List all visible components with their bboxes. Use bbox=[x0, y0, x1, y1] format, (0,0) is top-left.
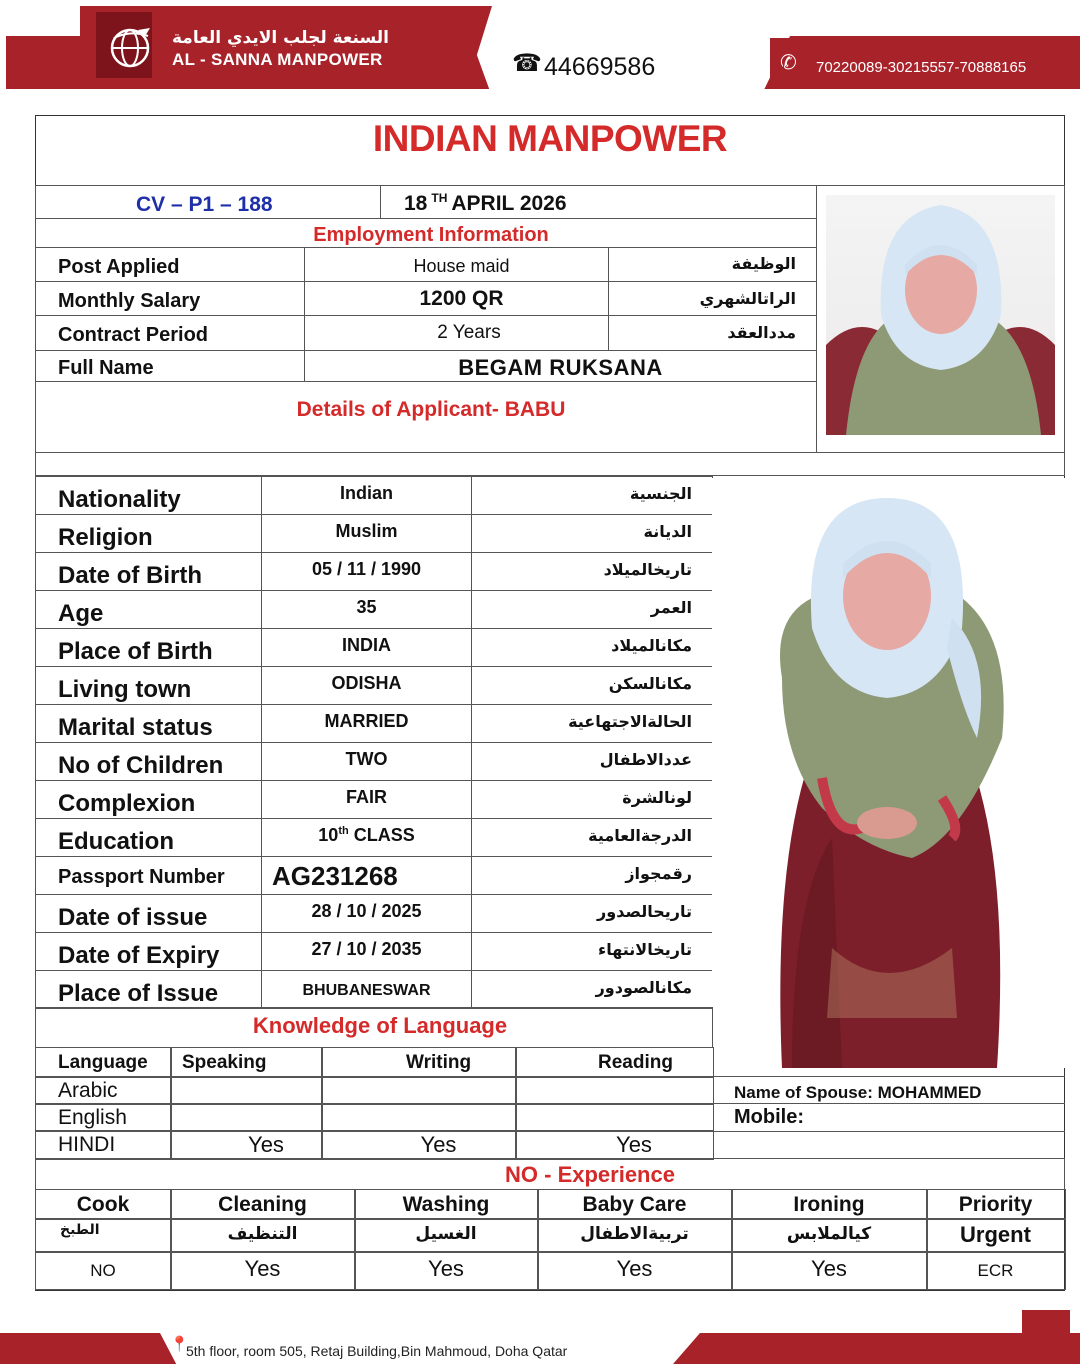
full-name-label: Full Name bbox=[58, 357, 154, 379]
globe-logo-icon bbox=[108, 26, 152, 70]
detail-arabic: تاريخالانتهاء bbox=[598, 940, 692, 959]
detail-arabic: عددالاطفال bbox=[599, 750, 692, 769]
experience-value: Yes bbox=[428, 1256, 464, 1281]
detail-label: Nationality bbox=[58, 486, 181, 513]
detail-label: Living town bbox=[58, 676, 192, 703]
detail-label: Place of Birth bbox=[58, 638, 213, 665]
priority-value: Urgent bbox=[960, 1222, 1031, 1247]
applicant-heading: Details of Applicant- BABU bbox=[296, 398, 566, 421]
monthly-salary-arabic: الراتالشهري bbox=[699, 289, 796, 308]
experience-header: Priority bbox=[958, 1193, 1033, 1216]
detail-value: Indian bbox=[340, 483, 393, 503]
language-skill: Yes bbox=[248, 1132, 284, 1157]
detail-arabic: رقمجواز bbox=[625, 864, 692, 883]
detail-value: FAIR bbox=[345, 787, 387, 807]
mobile-phone-icon: ✆ bbox=[780, 50, 797, 74]
language-skill: Yes bbox=[420, 1132, 457, 1157]
experience-arabic: التنظيف bbox=[227, 1224, 298, 1244]
cv-number: CV – P1 – 188 bbox=[136, 193, 273, 216]
language-header: Writing bbox=[406, 1052, 472, 1073]
language-name: Arabic bbox=[58, 1079, 118, 1102]
post-applied-arabic: الوظيفة bbox=[731, 254, 796, 273]
phone-number: 44669586 bbox=[544, 53, 656, 81]
detail-value: MARRIED bbox=[324, 711, 409, 731]
detail-label: Education bbox=[58, 828, 175, 855]
page-title: INDIAN MANPOWER bbox=[372, 118, 728, 159]
contract-period-arabic: مددالعقد bbox=[727, 323, 796, 342]
experience-value: Yes bbox=[811, 1256, 847, 1281]
applicant-photo-small bbox=[826, 195, 1055, 435]
detail-arabic: تاريخالميلاد bbox=[603, 560, 692, 579]
detail-value: 10th CLASS bbox=[318, 825, 415, 845]
detail-arabic: الحالةالاجتهاعية bbox=[568, 712, 692, 731]
contract-period-label: Contract Period bbox=[58, 324, 209, 346]
contract-period-value: 2 Years bbox=[437, 322, 501, 343]
language-header: Reading bbox=[598, 1052, 673, 1073]
experience-arabic: الغسيل bbox=[415, 1224, 477, 1244]
detail-arabic: لونالشرة bbox=[622, 788, 692, 807]
experience-value: Yes bbox=[616, 1256, 653, 1281]
detail-arabic: العمر bbox=[650, 598, 692, 617]
detail-label: Age bbox=[58, 600, 104, 627]
experience-header: Cleaning bbox=[218, 1193, 307, 1216]
spouse-name: Name of Spouse: MOHAMMED bbox=[734, 1083, 982, 1102]
cv-date: 18 $^{TH}$ APRIL 2026 bbox=[404, 191, 567, 215]
experience-header: Ironing bbox=[793, 1193, 865, 1216]
detail-arabic: مكانالميلاد bbox=[611, 636, 692, 655]
detail-arabic: الدرجةالعامية bbox=[588, 826, 692, 845]
detail-arabic: الجنسية bbox=[629, 484, 692, 503]
detail-label: Date of Expiry bbox=[58, 942, 220, 969]
monthly-salary-label: Monthly Salary bbox=[58, 290, 201, 312]
post-applied-label: Post Applied bbox=[58, 256, 180, 278]
detail-value: TWO bbox=[345, 749, 388, 769]
detail-label: Marital status bbox=[58, 714, 213, 741]
experience-value: NO bbox=[90, 1261, 116, 1280]
language-heading: Knowledge of Language bbox=[252, 1013, 508, 1038]
employment-heading: Employment Information bbox=[313, 224, 549, 246]
language-skill: Yes bbox=[616, 1132, 652, 1157]
detail-value: Muslim bbox=[335, 521, 398, 541]
full-name-value: BEGAM RUKSANA bbox=[458, 355, 663, 380]
telephone-icon: ☎ bbox=[512, 49, 542, 77]
footer-address: 5th floor, room 505, Retaj Building,Bin Mahmoud, Doha Qatar bbox=[186, 1343, 568, 1359]
experience-arabic: تربيةالاطفال bbox=[580, 1224, 689, 1244]
experience-heading: NO - Experience bbox=[505, 1162, 675, 1187]
detail-value: AG231268 bbox=[272, 861, 398, 891]
detail-value: 27 / 10 / 2035 bbox=[311, 939, 422, 959]
language-header: Speaking bbox=[182, 1052, 267, 1073]
detail-label: Place of Issue bbox=[58, 980, 219, 1007]
table-cell bbox=[170, 1076, 323, 1105]
detail-label: Religion bbox=[58, 524, 153, 551]
post-applied-value: House maid bbox=[413, 256, 510, 276]
experience-header: Washing bbox=[402, 1193, 490, 1216]
detail-value: 28 / 10 / 2025 bbox=[311, 901, 422, 921]
language-name: English bbox=[58, 1106, 127, 1129]
detail-label: No of Children bbox=[58, 752, 224, 779]
detail-arabic: مكانالصودور bbox=[595, 978, 692, 997]
detail-value: INDIA bbox=[342, 635, 391, 655]
experience-arabic: كيالملابس bbox=[786, 1224, 872, 1244]
language-header: Language bbox=[58, 1052, 148, 1073]
detail-arabic: الديانة bbox=[643, 522, 692, 541]
detail-value: 05 / 11 / 1990 bbox=[311, 559, 422, 579]
detail-arabic: مكانالسكن bbox=[608, 674, 692, 693]
experience-header: Baby Care bbox=[582, 1193, 687, 1216]
table-cell bbox=[35, 1218, 172, 1253]
table-cell bbox=[515, 1076, 714, 1105]
detail-label: Complexion bbox=[58, 790, 196, 817]
experience-value: ECR bbox=[977, 1261, 1014, 1280]
experience-arabic: الطبخ bbox=[60, 1222, 100, 1238]
location-pin-icon: 📍 bbox=[170, 1335, 189, 1353]
detail-label: Date of issue bbox=[58, 904, 208, 931]
table-cell bbox=[321, 1076, 517, 1105]
spacer-row bbox=[35, 452, 1065, 476]
experience-header: Cook bbox=[76, 1193, 130, 1216]
table-cell bbox=[170, 1103, 323, 1132]
company-name-arabic: السنعة لجلب الايدي العامة bbox=[172, 28, 389, 48]
experience-value: Yes bbox=[244, 1256, 281, 1281]
table-cell bbox=[321, 1103, 517, 1132]
detail-label: Date of Birth bbox=[58, 562, 202, 589]
detail-label: Passport Number bbox=[58, 866, 225, 888]
mobile-numbers: 70220089-30215557-70888165 bbox=[816, 59, 1027, 76]
detail-value: ODISHA bbox=[331, 673, 402, 693]
detail-value: 35 bbox=[356, 597, 377, 617]
detail-arabic: تاريحالصدور bbox=[597, 902, 692, 921]
language-name: HINDI bbox=[58, 1133, 116, 1156]
applicant-photo-large bbox=[712, 478, 1065, 1068]
monthly-salary-value: 1200 QR bbox=[419, 287, 504, 310]
footer-accent bbox=[1022, 1310, 1070, 1340]
table-cell bbox=[515, 1103, 714, 1132]
spouse-mobile-label: Mobile: bbox=[734, 1106, 804, 1128]
detail-value: BHUBANESWAR bbox=[302, 982, 431, 999]
company-name-english: AL - SANNA MANPOWER bbox=[172, 50, 383, 69]
